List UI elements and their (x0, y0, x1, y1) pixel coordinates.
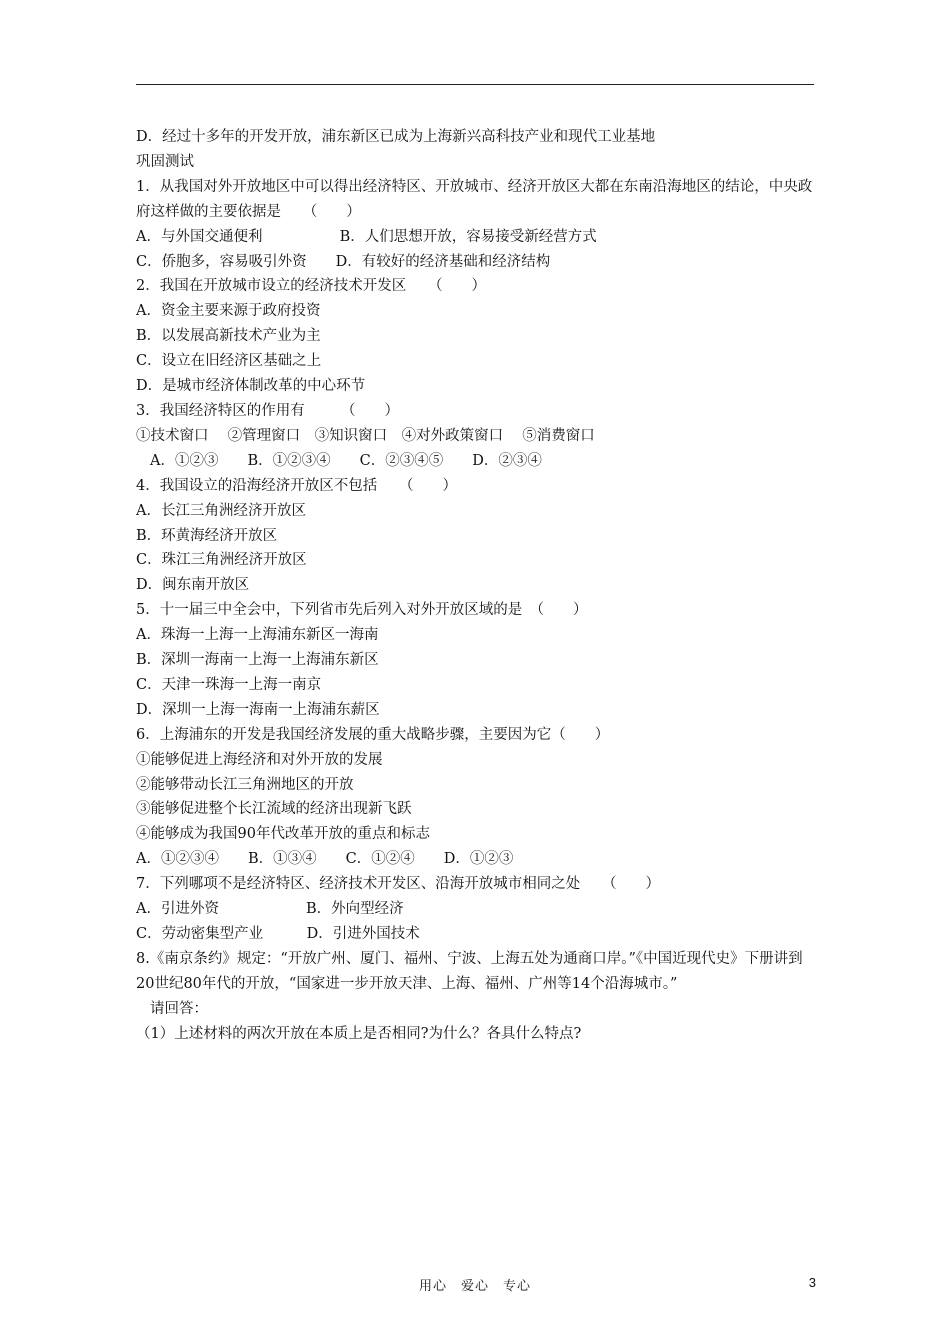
text-line: 1．从我国对外开放地区中可以得出经济特区、开放城市、经济开放区大都在东南沿海地区的结论，中央政府这样做的主要依据是 （ ） (136, 178, 813, 220)
text-line: D．经过十多年的开发开放，浦东新区已成为上海新兴高科技产业和现代工业基地 (136, 129, 656, 145)
text-line: A．珠海一上海一上海浦东新区一海南 (136, 627, 379, 644)
text-line: ④能够成为我国90年代改革开放的重点和标志 (136, 826, 430, 843)
text-line: 请回答： (150, 1000, 208, 1017)
footer-motto: 用心 爱心 专心 (418, 1279, 531, 1294)
header-rule (136, 84, 814, 85)
text-line: 3．我国经济特区的作用有 （ ） (136, 402, 399, 419)
text-line: D．深圳一上海一海南一上海浦东薪区 (136, 701, 380, 718)
text-line: ③能够促进整个长江流域的经济出现新飞跃 (136, 801, 412, 818)
text-line: B．深圳一海南一上海一上海浦东新区 (136, 652, 379, 669)
text-line: 巩固测试 (136, 153, 194, 170)
text-line: 7．下列哪项不是经济特区、经济技术开发区、沿海开放城市相同之处 （ ） (136, 876, 660, 893)
text-line: ①技术窗口 ②管理窗口 ③知识窗口 ④对外政策窗口 ⑤消费窗口 (136, 427, 595, 444)
text-line: 8.《南京条约》规定：“开放广州、厦门、福州、宁波、上海五处为通商口岸。”《中国近现代史》下册讲到20世纪80年代的开放，“国家进一步开放天津、上海、福州、广州等14个沿海城市。” (136, 950, 803, 992)
text-line: A．引进外资 B．外向型经济 (136, 901, 404, 918)
text-line: A．资金主要来源于政府投资 (136, 303, 321, 320)
text-line: 4．我国设立的沿海经济开放区不包括 （ ） (136, 477, 457, 494)
text-line: ②能够带动长江三角洲地区的开放 (136, 776, 354, 793)
text-line: 2．我国在开放城市设立的经济技术开发区 （ ） (136, 278, 486, 295)
text-line: C．天津一珠海一上海一南京 (136, 676, 322, 693)
text-line: D．是城市经济体制改革的中心环节 (136, 378, 366, 395)
text-line: （1）上述材料的两次开放在本质上是否相同?为什么？各具什么特点? (136, 1025, 582, 1042)
text-line: B．以发展高新技术产业为主 (136, 328, 321, 345)
document-body (136, 125, 816, 1047)
text-line: C．珠江三角洲经济开放区 (136, 552, 307, 569)
text-line: D．闽东南开放区 (136, 577, 250, 594)
text-line: 5．十一届三中全会中，下列省市先后列入对外开放区域的是 （ ） (136, 602, 588, 619)
text-line: A．与外国交通便利 B．人们思想开放，容易接受新经营方式 (136, 228, 597, 245)
text-line: A．长江三角洲经济开放区 (136, 502, 306, 519)
page-number: 3 (808, 1275, 816, 1290)
text-line: C．设立在旧经济区基础之上 (136, 353, 322, 370)
text-line: ①能够促进上海经济和对外开放的发展 (136, 751, 383, 768)
text-line: C．侨胞多，容易吸引外资 D．有较好的经济基础和经济结构 (136, 253, 551, 270)
text-line: 6．上海浦东的开发是我国经济发展的重大战略步骤，主要因为它（ ） (136, 726, 610, 743)
text-line: B．环黄海经济开放区 (136, 527, 278, 544)
text-line: A．①②③ B．①②③④ C．②③④⑤ D．②③④ (150, 452, 542, 469)
text-line: C．劳动密集型产业 D．引进外国技术 (136, 926, 420, 942)
text-line: A．①②③④ B．①③④ C．①②④ D．①②③ (136, 851, 514, 868)
